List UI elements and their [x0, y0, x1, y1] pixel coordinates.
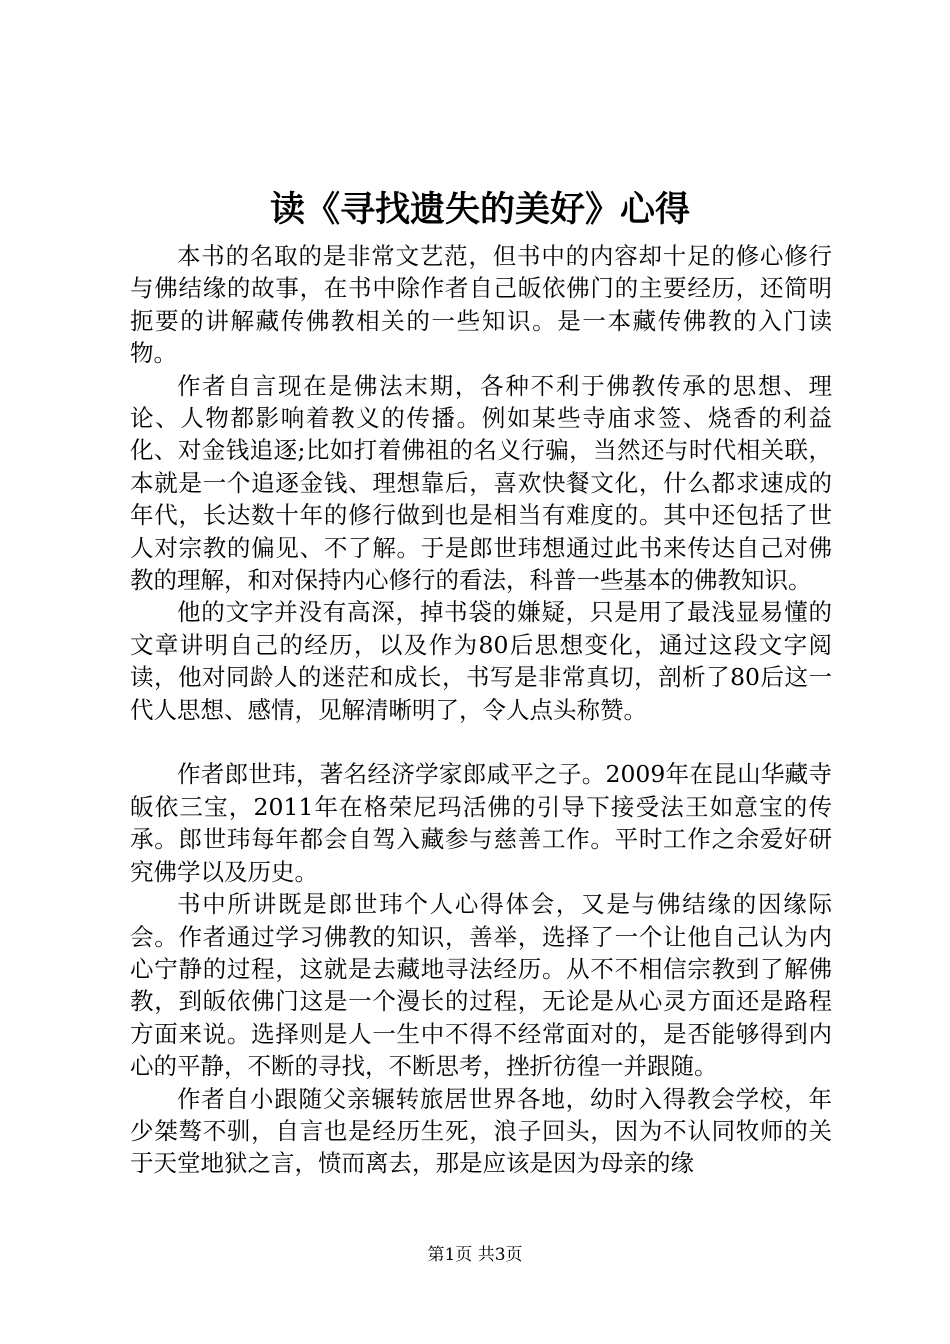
document-body	[130, 240, 832, 1180]
paragraph-5: 书中所讲既是郎世玮个人心得体会，又是与佛结缘的因缘际会。作者通过学习佛教的知识，善举，选择了一个让他自己认为内心宁静的过程，这就是去藏地寻法经历。从不不相信宗教到了解佛教，到皈依佛门这是一个漫长的过程，无论是从心灵方面还是路程方面来说。选择则是人一生中不得不经常面对的，是否能够得到内心的平静，不断的寻找，不断思考，挫折彷徨一并跟随。	[130, 890, 832, 1081]
paragraph-1: 本书的名取的是非常文艺范，但书中的内容却十足的修心修行与佛结缘的故事，在书中除作者自己皈依佛门的主要经历，还简明扼要的讲解藏传佛教相关的一些知识。是一本藏传佛教的入门读物。	[130, 242, 832, 368]
paragraph-6: 作者自小跟随父亲辗转旅居世界各地，幼时入得教会学校，年少桀骜不驯，自言也是经历生死，浪子回头，因为不认同牧师的关于天堂地狱之言，愤而离去，那是应该是因为母亲的缘	[130, 1084, 832, 1178]
paragraph-4: 作者郎世玮，著名经济学家郎咸平之子。2009年在昆山华藏寺皈依三宝，2011年在格荣尼玛活佛的引导下接受法王如意宝的传承。郎世玮每年都会自驾入藏参与慈善工作。平时工作之余爱好研究佛学以及历史。	[130, 760, 832, 886]
document-title: 读《寻找遗失的美好》心得	[269, 189, 690, 230]
paragraph-2: 作者自言现在是佛法末期，各种不利于佛教传承的思想、理论、人物都影响着教义的传播。例如某些寺庙求签、烧香的利益化、对金钱追逐;比如打着佛祖的名义行骗，当然还与时代相关联，本就是一个追逐金钱、理想靠后，喜欢快餐文化，什么都求速成的年代，长达数十年的修行做到也是相当有难度的。其中还包括了世人对宗教的偏见、不了解。于是郎世玮想通过此书来传达自己对佛教的理解，和对保持内心修行的看法，科普一些基本的佛教知识。	[130, 371, 832, 595]
paragraph-3: 他的文字并没有高深，掉书袋的嫌疑，只是用了最浅显易懂的文章讲明自己的经历，以及作为80后思想变化，通过这段文字阅读，他对同龄人的迷茫和成长，书写是非常真切，剖析了80后这一代人思想、感情，见解清晰明了，令人点头称赞。	[130, 598, 832, 724]
page-footer: 第1页 共3页	[427, 1245, 523, 1265]
